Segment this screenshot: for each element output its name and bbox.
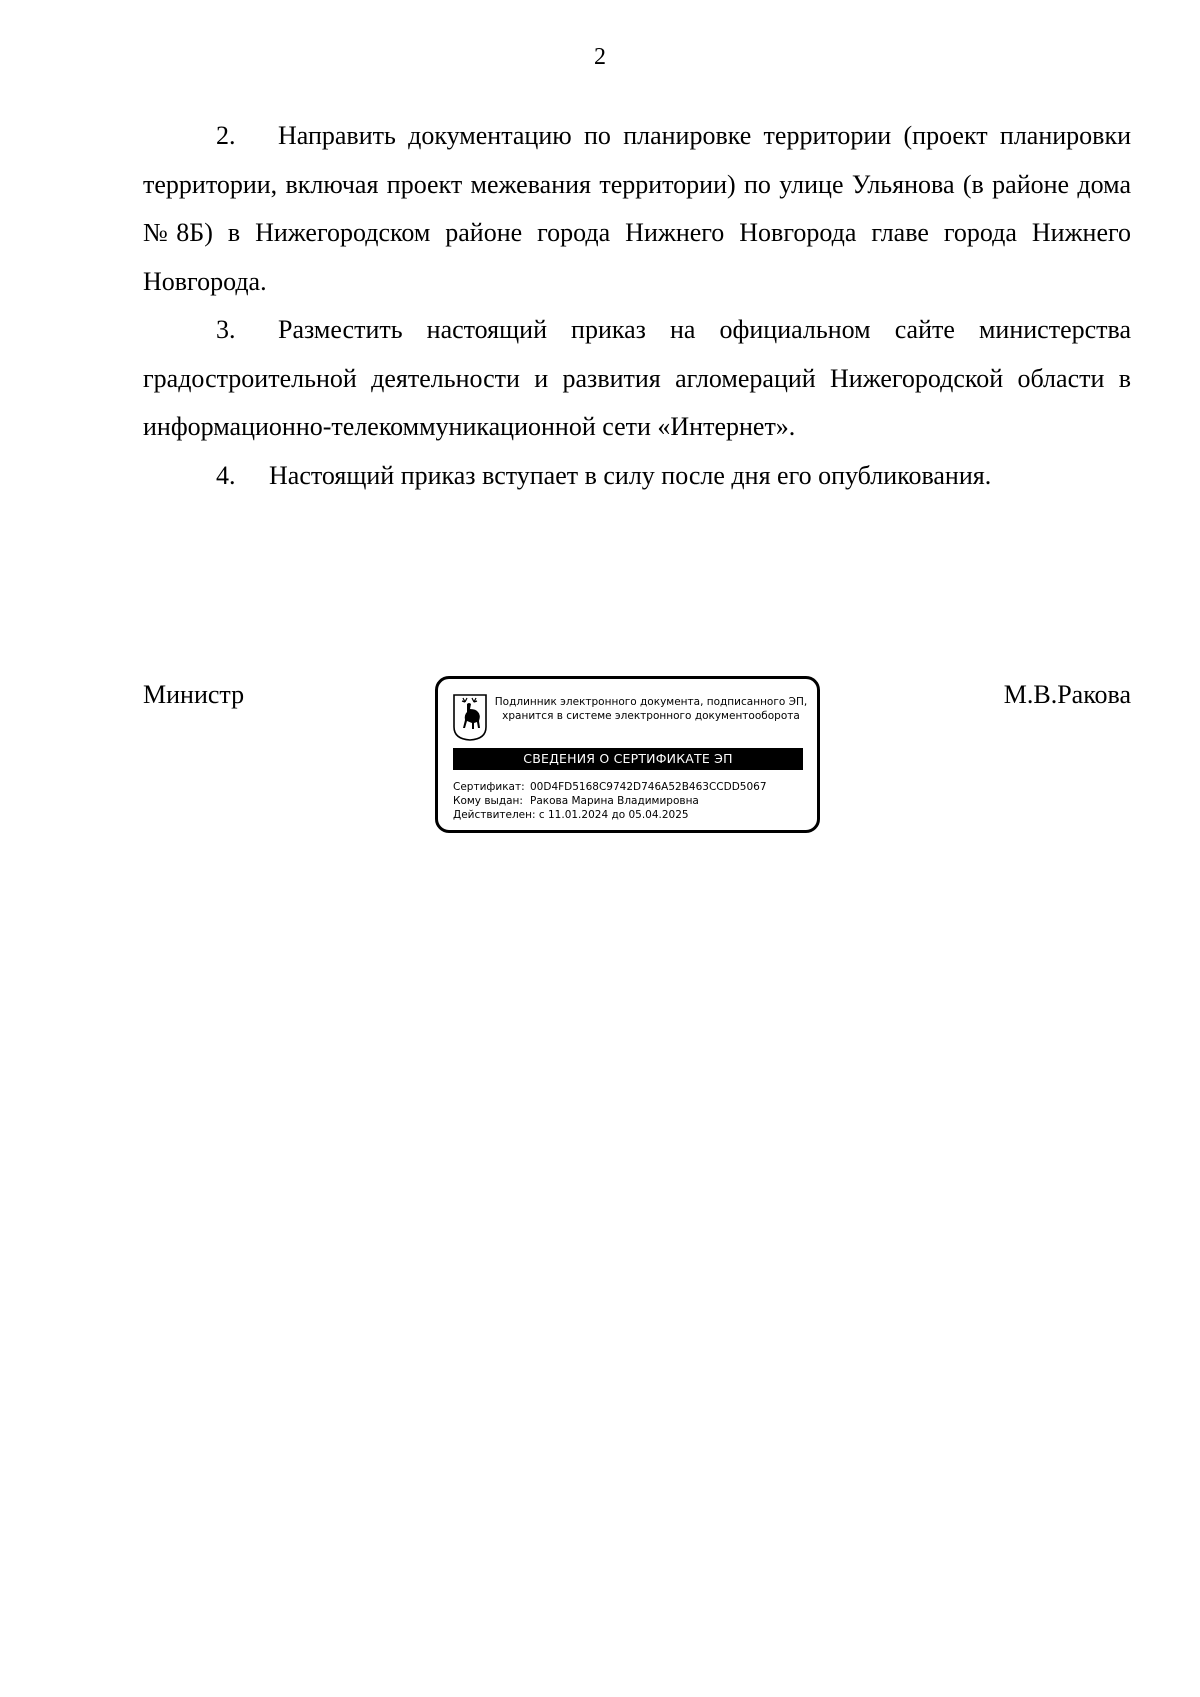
document-body [143,112,1131,500]
stamp-details [453,780,808,822]
stamp-title-bar: СВЕДЕНИЯ О СЕРТИФИКАТЕ ЭП [453,748,803,770]
issued-to-row [453,794,808,808]
valid-value: с 11.01.2024 до 05.04.2025 [538,809,689,821]
page-number: 2 [594,44,606,70]
valid-row [453,808,808,822]
paragraph-number: 4. [216,460,236,490]
signatory-name: М.В.Ракова [1003,680,1131,709]
paragraph-3 [143,306,1131,452]
certificate-row [453,780,808,794]
paragraph-number: 2. [216,121,236,150]
nizhny-novgorod-deer-emblem-icon [452,693,488,741]
paragraph-4 [143,452,1131,501]
paragraph-text: Разместить настоящий приказ на официальном сайте министерства градостроительной деятельности и развития агломераций Нижегородской области в информационно-телекоммуникационной сети «Интернет». [143,315,1131,441]
paragraph-number: 3. [216,315,236,344]
paragraph-2 [143,112,1131,306]
certificate-value: 00D4FD5168C9742D746A52B463CCDD5067 [530,781,767,793]
paragraph-text: Направить документацию по планировке территории (проект планировки территории, включая проект межевания территории) по улице Ульянова (в районе дома №8Б) в Нижегородском районе города Нижнего Новгорода главе города Нижнего Новгорода. [143,121,1131,296]
stamp-header-line: хранится в системе электронного документооборота [502,710,800,722]
stamp-header-line: Подлинник электронного документа, подписанного ЭП, [494,696,808,708]
certificate-label: Сертификат: [453,781,525,793]
signatory-position: Министр [143,680,245,709]
stamp-header [492,695,810,723]
electronic-signature-stamp [435,676,820,833]
issued-to-value: Ракова Марина Владимировна [530,795,699,807]
issued-to-label: Кому выдан: [453,795,523,807]
valid-label: Действителен: [453,809,536,821]
paragraph-text: Настоящий приказ вступает в силу после дня его опубликования. [269,460,992,490]
